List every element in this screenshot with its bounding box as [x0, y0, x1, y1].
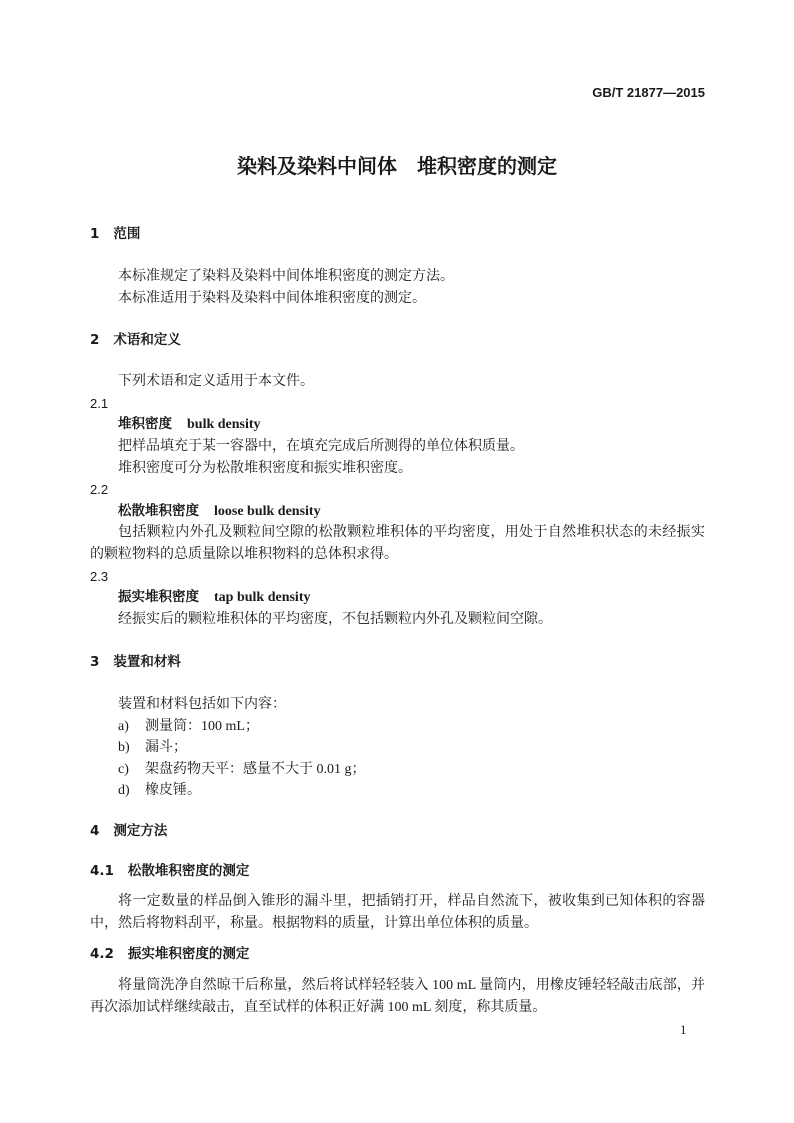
term-english: loose bulk density — [214, 503, 321, 519]
definition: 把样品填充于某一容器中，在填充完成后所测得的单位体积质量。 — [118, 438, 524, 454]
clause-number: 2.3 — [90, 568, 109, 584]
term-chinese: 振实堆积密度 — [118, 589, 199, 606]
list-item — [90, 737, 705, 759]
section-1-heading — [90, 224, 705, 246]
paragraph: 下列术语和定义适用于本文件。 — [118, 374, 314, 390]
page-number: 1 — [680, 1022, 687, 1037]
clause-number: 2.2 — [90, 482, 109, 498]
paragraph: 本标准适用于染料及染料中间体堆积密度的测定。 — [118, 290, 426, 306]
list-marker: b) — [118, 740, 130, 756]
standard-code: GB/T 21877—2015 — [592, 85, 705, 100]
subsection-4-1-heading — [90, 861, 705, 883]
list-item — [90, 780, 705, 802]
term-english: bulk density — [187, 417, 261, 433]
list-marker: a) — [118, 718, 129, 734]
paragraph: 本标准规定了染料及染料中间体堆积密度的测定方法。 — [118, 269, 454, 285]
section-2-heading — [90, 330, 705, 352]
term-entry — [90, 501, 705, 523]
list-item-text: 测量筒：100 mL； — [145, 718, 259, 734]
subsection-4-2-heading — [90, 944, 705, 966]
list-item — [90, 716, 705, 738]
section-number: 3 — [90, 654, 100, 671]
section-title: 范围 — [113, 226, 141, 242]
section-4-heading — [90, 821, 705, 843]
section-number: 2 — [90, 332, 100, 349]
document-body — [90, 224, 705, 1018]
subsection-number: 4.1 — [90, 863, 114, 880]
section-title: 术语和定义 — [113, 332, 181, 349]
term-entry — [90, 587, 705, 609]
subsection-title: 振实堆积密度的测定 — [127, 945, 250, 962]
term-chinese: 松散堆积密度 — [118, 502, 199, 519]
list-item-text: 漏斗； — [145, 740, 187, 756]
term-chinese: 堆积密度 — [118, 416, 172, 433]
subsection-title: 松散堆积密度的测定 — [127, 863, 250, 880]
subsection-number: 4.2 — [90, 945, 114, 962]
list-item — [90, 759, 705, 781]
section-3-heading — [90, 652, 705, 674]
term-english: tap bulk density — [214, 590, 311, 606]
definition: 包括颗粒内外孔及颗粒间空隙的松散颗粒堆积体的平均密度，用处于自然堆积状态的未经振实的颗粒物料的总质量除以堆积物料的总体积求得。 — [90, 525, 705, 562]
term-entry — [90, 414, 705, 436]
list-marker: c) — [118, 761, 129, 777]
list-marker: d) — [118, 783, 130, 799]
section-title: 装置和材料 — [113, 654, 181, 671]
list-item-text: 橡皮锤。 — [145, 783, 201, 799]
list-item-text: 架盘药物天平：感量不大于 0.01 g； — [145, 761, 366, 777]
paragraph: 将一定数量的样品倒入锥形的漏斗里，把插销打开，样品自然流下，被收集到已知体积的容器中，然后将物料刮平，称量。根据物料的质量，计算出单位体积的质量。 — [90, 894, 705, 931]
section-number: 1 — [90, 226, 100, 242]
definition: 经振实后的颗粒堆积体的平均密度，不包括颗粒内外孔及颗粒间空隙。 — [118, 611, 552, 627]
clause-number: 2.1 — [90, 395, 109, 411]
paragraph: 将量筒洗净自然晾干后称量，然后将试样轻轻装入 100 mL 量筒内，用橡皮锤轻轻敲击底部，并再次添加试样继续敲击，直至试样的体积正好满 100 mL 刻度，称其质量。 — [90, 977, 705, 1015]
definition: 堆积密度可分为松散堆积密度和振实堆积密度。 — [118, 460, 412, 476]
paragraph: 装置和材料包括如下内容： — [118, 697, 286, 713]
page-title: 染料及染料中间体 堆积密度的测定 — [237, 154, 557, 178]
section-title: 测定方法 — [113, 823, 168, 840]
section-number: 4 — [90, 823, 100, 840]
